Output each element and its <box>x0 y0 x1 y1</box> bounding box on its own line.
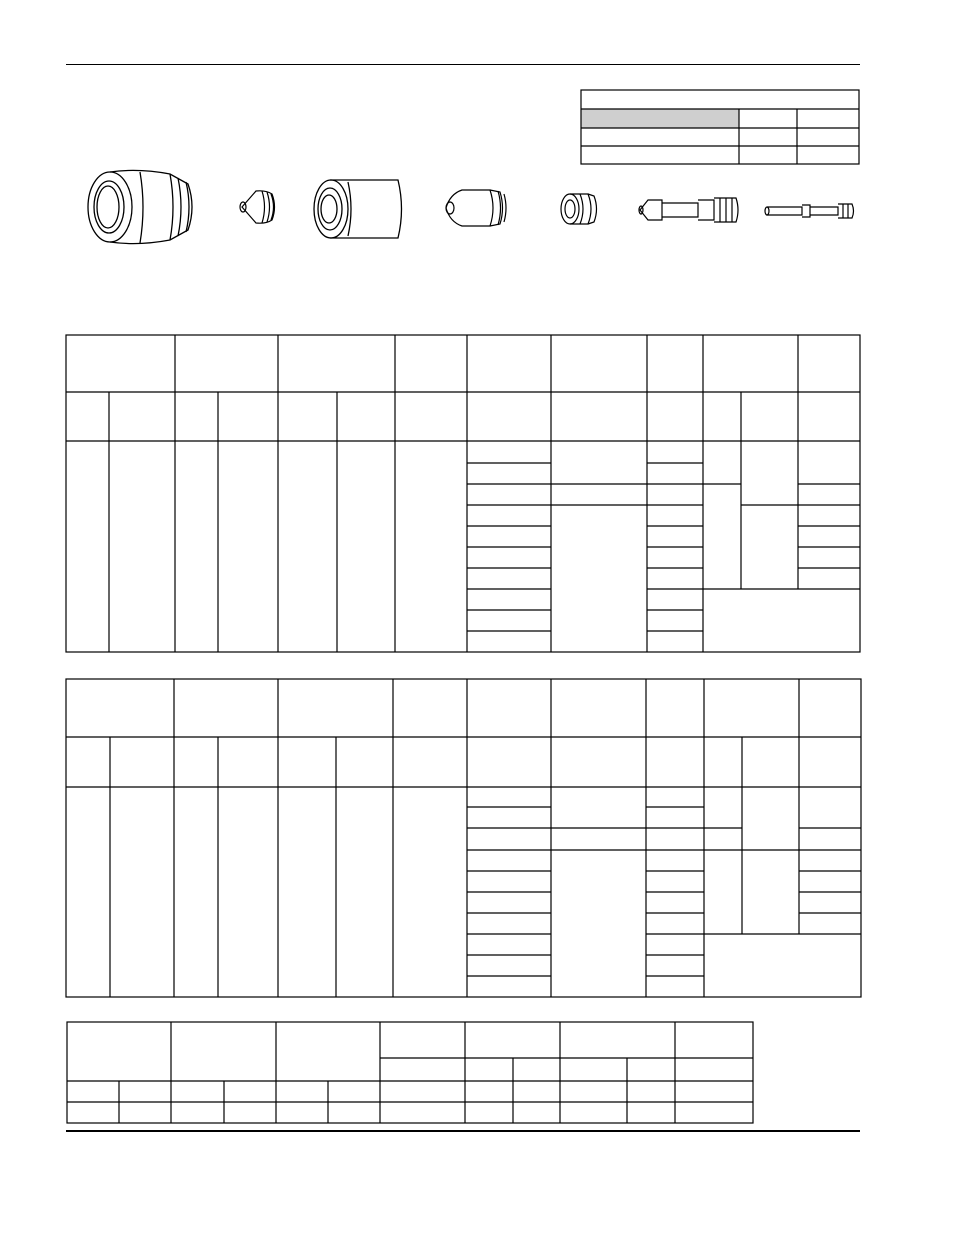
bottom-rule <box>66 1130 860 1132</box>
